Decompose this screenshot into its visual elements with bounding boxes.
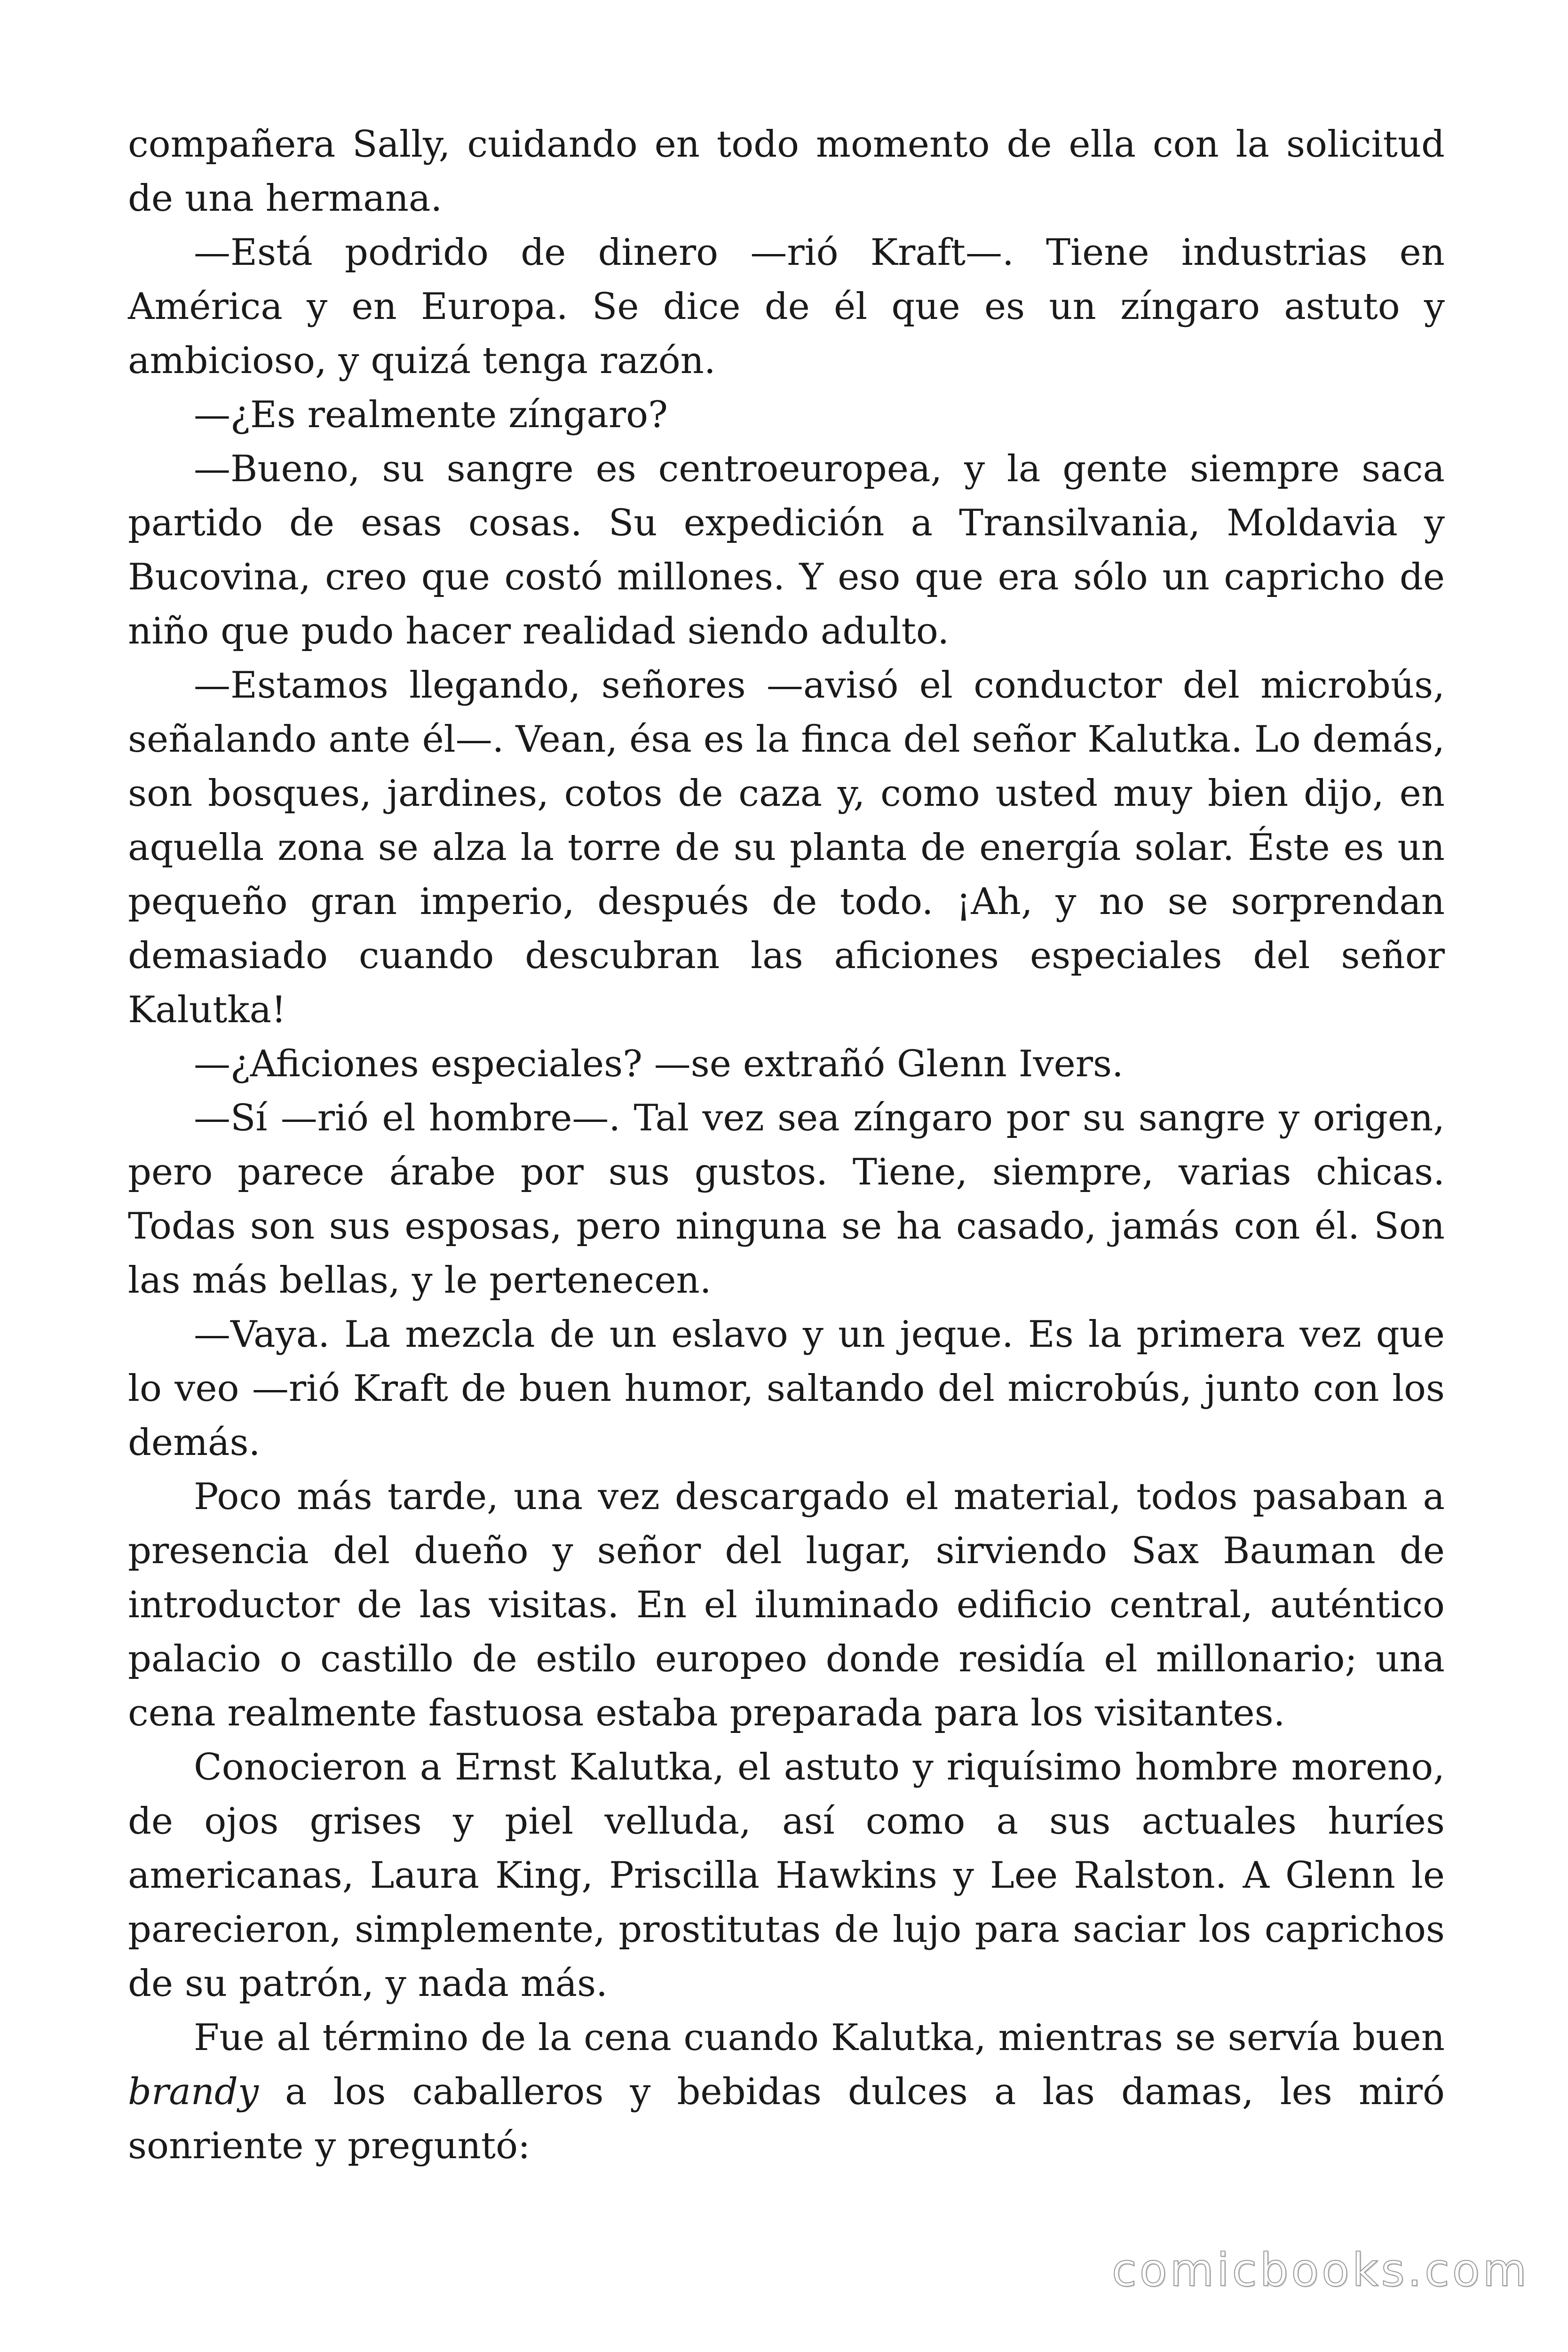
paragraph: —Está podrido de dinero —rió Kraft—. Tiene industrias en América y en Europa. Se dice de él que es un zíngaro astuto y ambicioso, y quizá tenga razón.	[128, 231, 1445, 382]
paragraph: —Estamos llegando, señores —avisó el conductor del microbús, señalando ante él—. Vean, ésa es la finca del señor Kalutka. Lo demás, son bosques, jardines, cotos de caza y, como usted muy bien dijo, en aquella zona se alza la torre de su planta de energía solar. Éste es un pequeño gran imperio, después de todo. ¡Ah, y no se sorprendan demasiado cuando descubran las aficiones especiales del señor Kalutka!	[128, 664, 1445, 1031]
paragraph-text: a los caballeros y bebidas dulces a las damas, les miró sonriente y preguntó:	[128, 2071, 1445, 2167]
paragraph-text: Fue al término de la cena cuando Kalutka, mientras se servía buen	[194, 2017, 1445, 2059]
page-body	[128, 118, 1445, 2173]
paragraph: Conocieron a Ernst Kalutka, el astuto y riquísimo hombre moreno, de ojos grises y piel velluda, así como a sus actuales huríes americanas, Laura King, Priscilla Hawkins y Lee Ralston. A Glenn le parecieron, simplemente, prostitutas de lujo para saciar los caprichos de su patrón, y nada más.	[128, 1746, 1445, 2005]
paragraph-last	[128, 2011, 1445, 2173]
paragraph: compañera Sally, cuidando en todo momento de ella con la solicitud de una hermana.	[128, 123, 1445, 220]
watermark: comicbooks.com	[1111, 2244, 1529, 2296]
italic-word: brandy	[128, 2071, 259, 2113]
paragraph: —Sí —rió el hombre—. Tal vez sea zíngaro por su sangre y origen, pero parece árabe por sus gustos. Tiene, siempre, varias chicas. Todas son sus esposas, pero ninguna se ha casado, jamás con él. Son las más bellas, y le pertenecen.	[128, 1097, 1445, 1302]
paragraph: —¿Es realmente zíngaro?	[194, 394, 668, 436]
paragraph: Poco más tarde, una vez descargado el material, todos pasaban a presencia del dueño y señor del lugar, sirviendo Sax Bauman de introductor de las visitas. En el iluminado edificio central, auténtico palacio o castillo de estilo europeo donde residía el millonario; una cena realmente fastuosa estaba preparada para los visitantes.	[128, 1476, 1445, 1734]
paragraph: —¿Aficiones especiales? —se extrañó Glenn Ivers.	[194, 1043, 1124, 1085]
paragraph: —Bueno, su sangre es centroeuropea, y la gente siempre saca partido de esas cosas. Su expedición a Transilvania, Moldavia y Bucovina, creo que costó millones. Y eso que era sólo un capricho de niño que pudo hacer realidad siendo adulto.	[128, 448, 1445, 652]
paragraph: —Vaya. La mezcla de un eslavo y un jeque. Es la primera vez que lo veo —rió Kraft de buen humor, saltando del microbús, junto con los demás.	[128, 1313, 1445, 1464]
